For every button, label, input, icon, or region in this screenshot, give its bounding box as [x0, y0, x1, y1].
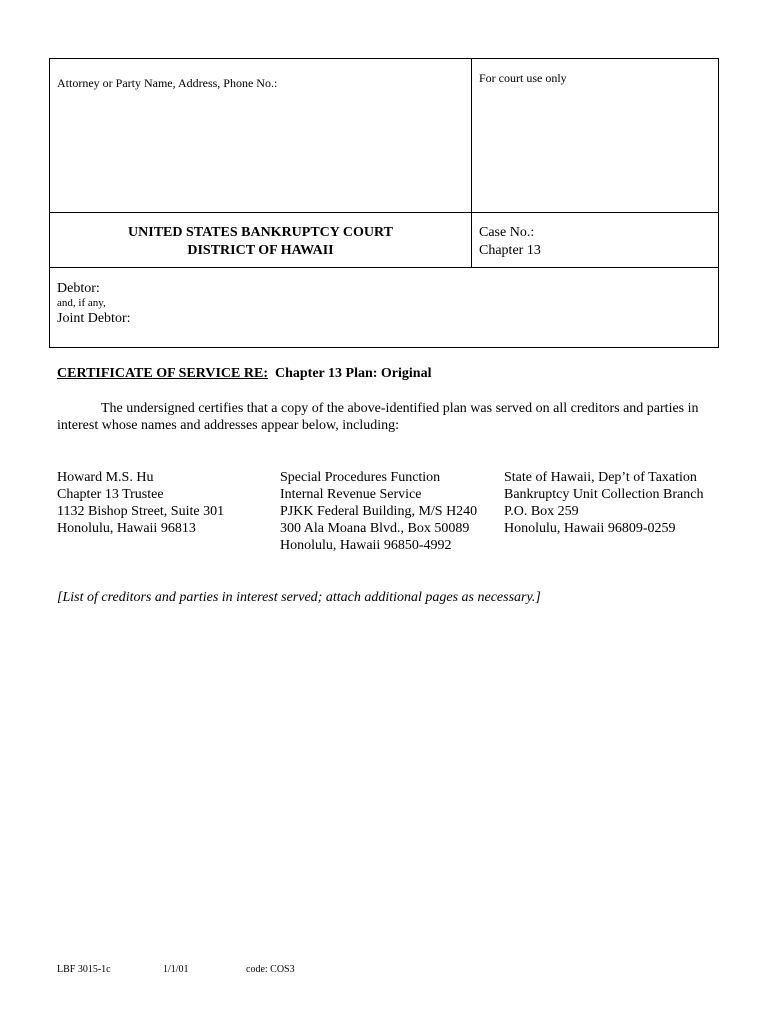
address-irs [280, 469, 477, 554]
intro-text: The undersigned certifies that a copy of the above-identified plan was served on all creditors and parties in interest whose names and addresses appear below, including: [57, 401, 699, 433]
court-use-label: For court use only [479, 71, 567, 85]
footer-code: code: COS3 [246, 964, 295, 975]
address-line: Chapter 13 Trustee [57, 487, 164, 502]
attorney-info-cell [50, 59, 472, 212]
court-name [50, 213, 471, 260]
certificate-title [57, 366, 431, 382]
court-name-cell [50, 213, 472, 267]
attorney-label: Attorney or Party Name, Address, Phone No.: [57, 76, 278, 90]
address-line: Bankruptcy Unit Collection Branch [504, 487, 704, 502]
creditor-list-note: [List of creditors and parties in interest served; attach additional pages as necessary.] [57, 590, 541, 605]
joint-debtor-label: Joint Debtor: [57, 311, 131, 326]
address-line: P.O. Box 259 [504, 504, 579, 519]
address-line: Howard M.S. Hu [57, 470, 154, 485]
address-line: PJKK Federal Building, M/S H240 [280, 504, 478, 519]
chapter-label: Chapter 13 [479, 243, 541, 258]
address-line: State of Hawaii, Dep’t of Taxation [504, 470, 697, 485]
attorney-row [50, 59, 718, 213]
court-name-line2: DISTRICT OF HAWAII [187, 243, 334, 258]
debtor-row [50, 268, 718, 347]
court-row [50, 213, 718, 268]
address-line: Special Procedures Function [280, 470, 441, 485]
address-hawaii-taxation [504, 469, 703, 537]
address-line: Honolulu, Hawaii 96809-0259 [504, 521, 676, 536]
court-use-cell [472, 59, 718, 212]
debtor-block [50, 268, 131, 347]
case-info [472, 213, 718, 260]
address-line: Honolulu, Hawaii 96850-4992 [280, 538, 452, 553]
caption-table [49, 58, 719, 348]
address-line: 1132 Bishop Street, Suite 301 [57, 504, 225, 519]
court-name-line1: UNITED STATES BANKRUPTCY COURT [128, 225, 393, 240]
certificate-title-rest: Chapter 13 Plan: Original [275, 366, 432, 381]
footer-date: 1/1/01 [163, 964, 189, 975]
address-line: Honolulu, Hawaii 96813 [57, 521, 196, 536]
case-no-label: Case No.: [479, 225, 535, 240]
address-trustee [57, 469, 224, 537]
address-line: 300 Ala Moana Blvd., Box 50089 [280, 521, 470, 536]
and-if-any-label: and, if any, [57, 297, 106, 309]
footer-form-id: LBF 3015-1c [57, 964, 111, 975]
case-info-cell [472, 213, 718, 267]
certificate-title-underlined: CERTIFICATE OF SERVICE RE: [57, 366, 268, 381]
address-line: Internal Revenue Service [280, 487, 422, 502]
debtor-label: Debtor: [57, 281, 100, 296]
intro-paragraph [57, 400, 717, 434]
